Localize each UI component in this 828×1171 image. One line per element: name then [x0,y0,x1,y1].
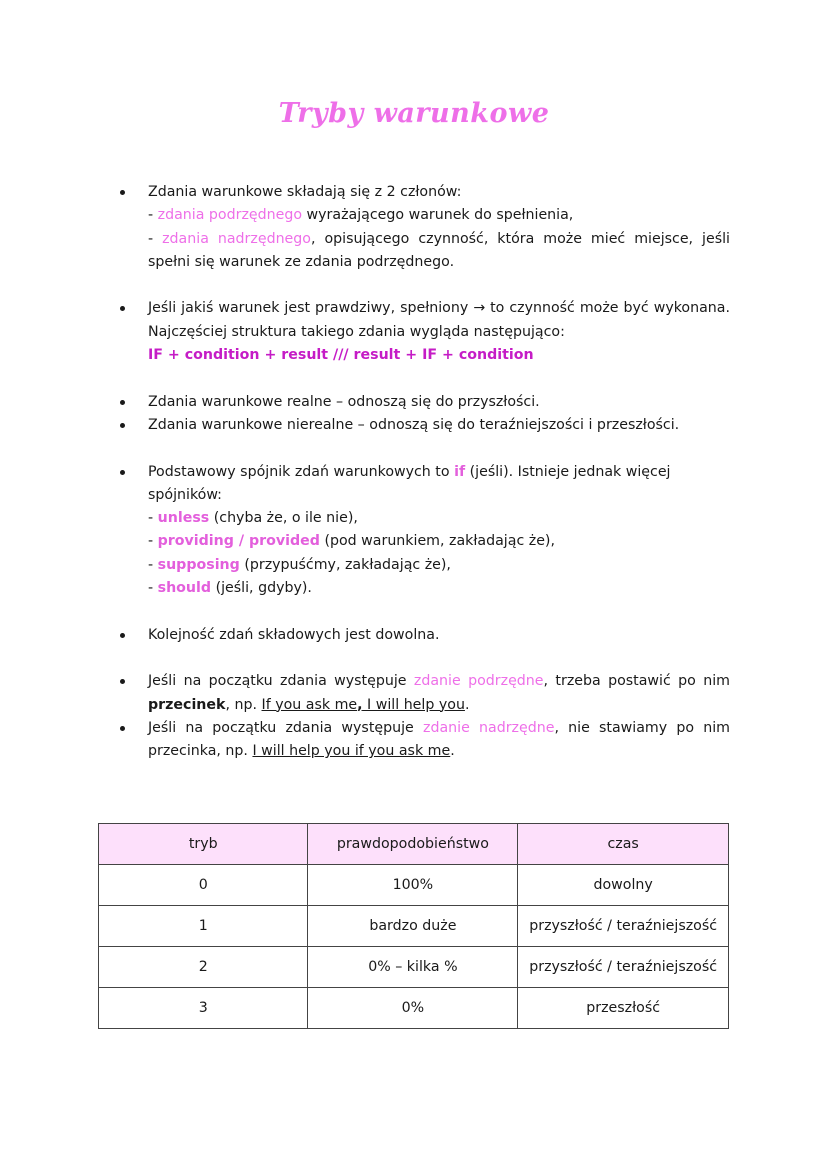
text: (jeśli). Istnieje jednak więcej spójników: [148,463,671,503]
table-header-row [99,824,729,865]
cell-time: przeszłość [518,988,729,1029]
text: Jeśli na początku zdania występuje [148,719,423,736]
text: , trzeba postawić po nim [543,673,730,690]
bullet-icon [120,633,125,638]
bullet-text: Zdania warunkowe składają się z 2 członów: [148,184,462,200]
bullet-text [148,670,730,717]
dash: - [148,556,158,573]
example-sentence: I will help you if you ask me [252,743,451,760]
dash: - [148,533,158,550]
text: . [450,743,455,760]
bullet-subline [148,204,730,227]
cell-time: dowolny [518,865,729,906]
header-time: czas [518,824,729,865]
highlight-term: zdanie nadrzędne [423,719,555,736]
conjunction-item [148,507,730,530]
text: Jeśli na początku zdania występuje [148,673,414,690]
bullet-unreal [118,414,730,437]
cell-tryb: 2 [99,947,308,988]
example-part: If you ask me [261,696,358,713]
text: Podstawowy spójnik zdań warunkowych to [148,463,455,480]
bullet-text [148,461,730,508]
bullet-text: Zdania warunkowe nierealne – odnoszą się do teraźniejszości i przeszłości. [148,416,680,433]
table-row [99,988,729,1029]
example-comma: , [357,696,363,713]
conjunction-meaning: (chyba że, o ile nie), [209,510,358,527]
header-tryb: tryb [99,824,308,865]
cell-probability: 100% [308,865,518,906]
example-sentence [262,697,465,713]
bullet-icon [120,423,125,428]
bullet-icon [120,470,125,475]
bullet-text [148,717,730,764]
conjunction-word: providing / provided [157,533,320,550]
bullet-icon [120,400,125,405]
bullet-text: Jeśli jakiś warunek jest prawdziwy, spełniony → to czynność może być wykonana. Najczęściej struktura takiego zdania wygląda następująco: [148,300,730,340]
conjunction-word: unless [157,510,210,527]
highlight-term: zdanie podrzędne [413,673,544,690]
conjunction-item [148,577,730,600]
bullet-text: Kolejność zdań składowych jest dowolna. [148,626,440,643]
table-row [99,865,729,906]
conjunction-word: should [157,580,212,597]
bullet-conjunctions [118,461,730,601]
conjunction-word: supposing [157,556,240,573]
bullet-real [118,391,730,414]
cell-tryb: 3 [99,988,308,1029]
text: , np. [225,696,262,713]
bullet-text: , opisującego czynność, która może mieć miejsce, jeśli spełni się warunek ze zdania podrzędnego. [148,230,730,270]
bullet-icon [120,726,125,731]
bullet-clause-types [118,181,730,274]
dash: - [148,510,158,527]
cell-probability: 0% [308,988,518,1029]
text: , nie stawiamy po nim przecinka, np. [148,719,730,760]
bullet-text: wyrażającego warunek do spełnienia, [302,207,574,224]
dash: - [148,207,158,224]
cell-tryb: 1 [99,906,308,947]
header-probability: prawdopodobieństwo [308,824,518,865]
conjunction-meaning: (przypuśćmy, zakładając że), [239,556,451,573]
cell-probability: bardzo duże [308,906,518,947]
cell-time: przyszłość / teraźniejszość [518,947,729,988]
cell-probability: 0% – kilka % [308,947,518,988]
highlight-term: zdania podrzędnego [157,207,303,224]
formula: IF + condition + result /// result + IF + condition [148,347,534,364]
bullet-icon [120,190,125,195]
bullet-comma-rule [118,670,730,717]
example-part: I will help you [362,696,465,713]
bullet-structure [118,297,730,367]
dash: - [148,230,163,247]
conjunction-meaning: (jeśli, gdyby). [211,580,312,597]
conjunction-item [148,530,730,553]
text: . [464,696,470,713]
bullet-icon [120,679,125,684]
cell-tryb: 0 [99,865,308,906]
table-row [99,906,729,947]
conjunction-meaning: (pod warunkiem, zakładając że), [319,533,555,550]
table-row [99,947,729,988]
highlight-term: if [454,463,466,480]
bullet-order [118,624,730,647]
conjunction-item [148,554,730,577]
dash: - [148,580,158,597]
notes-body [118,181,730,763]
bullet-text: Zdania warunkowe realne – odnoszą się do przyszłości. [148,393,540,410]
conditionals-table [98,823,729,1029]
bold-term: przecinek [148,696,226,713]
page-title: Tryby warunkowe [278,98,550,129]
bullet-icon [120,306,125,311]
cell-time: przyszłość / teraźniejszość [518,906,729,947]
highlight-term: zdania nadrzędnego [162,230,311,247]
bullet-subline [148,228,730,275]
bullet-no-comma-rule [118,717,730,764]
